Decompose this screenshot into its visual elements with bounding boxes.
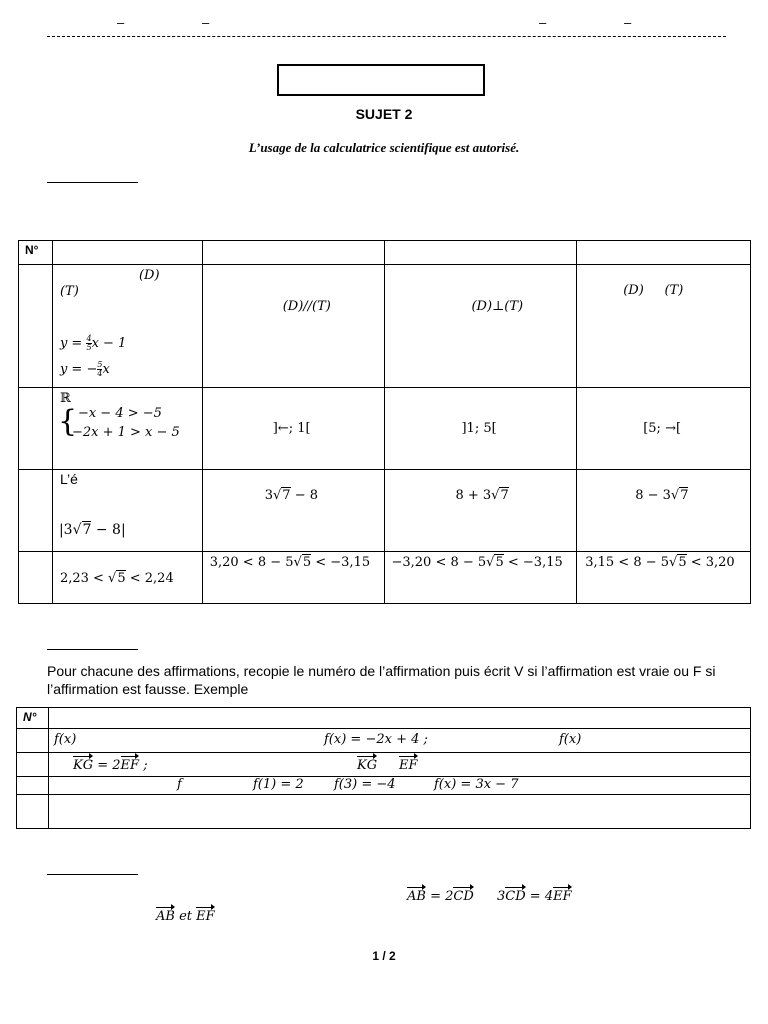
- answer-a: (D)//(T): [202, 265, 385, 388]
- row-number: [17, 777, 49, 795]
- question-cell: L’é |3√7 − 8|: [52, 470, 202, 552]
- title-box: [277, 64, 485, 96]
- answer-a: ]←; 1[: [202, 388, 385, 470]
- row-number: [19, 388, 53, 470]
- line-t: (T): [59, 284, 79, 299]
- question-cell: [52, 265, 202, 388]
- true-false-table: [16, 707, 751, 829]
- answer-a: 3,20 < 8 − 5√5 < −3,15: [202, 552, 385, 604]
- header-cell: [52, 241, 202, 265]
- system-brace: {: [57, 404, 78, 439]
- answer-b: (D)⊥(T): [385, 265, 577, 388]
- inequality-2: −2x + 1 > x − 5: [71, 425, 180, 440]
- answer-c: [5; →[: [577, 388, 751, 470]
- answer-c: 3,15 < 8 − 5√5 < 3,20: [577, 552, 751, 604]
- header-dash: –: [539, 15, 547, 30]
- header-cell: [385, 241, 577, 265]
- header-no: N°: [25, 243, 39, 257]
- header-cell: [202, 241, 385, 265]
- calculator-note: L’usage de la calculatrice scientifique est autorisé.: [248, 140, 520, 155]
- page-number: 1 / 2: [372, 949, 396, 963]
- statement-3: f f(1) = 2 f(3) = −4 f(x) = 3x − 7: [49, 777, 751, 795]
- line-d: (D): [138, 268, 160, 283]
- header-dash: –: [202, 15, 210, 30]
- row-number: [17, 729, 49, 753]
- question-cell: 2,23 < √5 < 2,24: [52, 552, 202, 604]
- answer-c: 8 − 3√7: [577, 470, 751, 552]
- header-cell: [577, 241, 751, 265]
- equation-1: y = $\frac{4}{5}$ x − 1: [59, 334, 127, 352]
- answer-b: 8 + 3√7: [385, 470, 577, 552]
- header-cell: [49, 708, 751, 729]
- answer-a: 3√7 − 8: [202, 470, 385, 552]
- answer-b: ]1; 5[: [385, 388, 577, 470]
- equation-2: y = − $\frac{5}{4}$ x: [59, 360, 110, 378]
- vector-pair: AB et EF: [156, 909, 215, 924]
- section-rule-1: [47, 182, 138, 183]
- row-number: [19, 470, 53, 552]
- vector-equation-2: 3CD = 4EF: [497, 889, 572, 904]
- inequality-1: −x − 4 > −5: [77, 406, 162, 421]
- instruction-text: Pour chacune des affirmations, recopie le numéro de l’affirmation puis écrit V si l’affirmation est vraie ou F si l’affirmation est fausse. Exemple: [47, 663, 716, 697]
- page-title: SUJET 2: [355, 106, 413, 122]
- vector-equation-1: AB = 2CD: [407, 889, 474, 904]
- absolute-value: |3√7 − 8|: [58, 522, 126, 538]
- row-number: [19, 265, 53, 388]
- answer-b: −3,20 < 8 − 5√5 < −3,15: [385, 552, 577, 604]
- statement-1: f(x) f(x) = −2x + 4 ; f(x): [49, 729, 751, 753]
- statement-2: KG = 2EF ; KG EF: [49, 753, 751, 777]
- answer-c: (D) (T): [577, 265, 751, 388]
- header-dash: –: [624, 15, 632, 30]
- section-rule-2: [47, 649, 138, 650]
- statement-4: [49, 795, 751, 829]
- section-rule-3: [47, 874, 138, 875]
- mcq-table: [18, 240, 751, 604]
- reals-symbol: ℝ: [59, 391, 71, 406]
- header-cell-no: [19, 241, 53, 265]
- header-dash: –: [117, 15, 125, 30]
- row-number: [19, 552, 53, 604]
- row-number: [17, 795, 49, 829]
- question-cell: [52, 388, 202, 470]
- header-dotted-line: [47, 36, 726, 37]
- header-cell-no: N°: [17, 708, 49, 729]
- row-number: [17, 753, 49, 777]
